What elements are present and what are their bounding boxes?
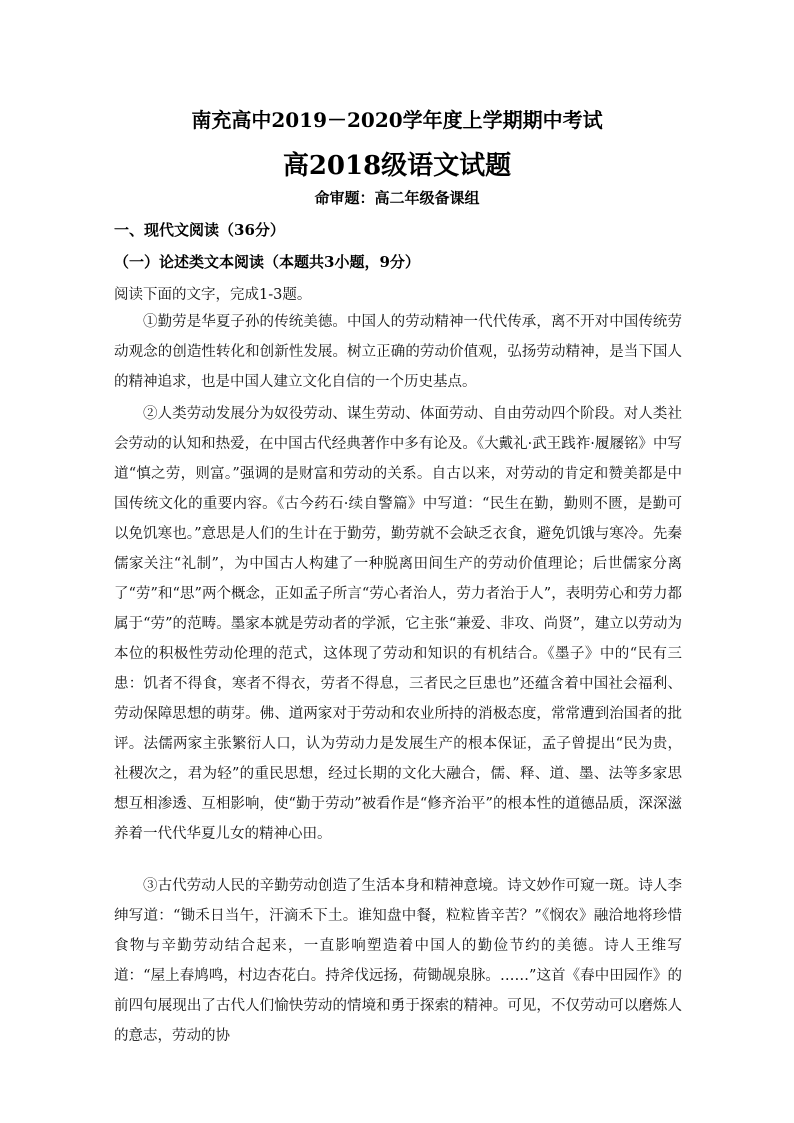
reading-instruction: 阅读下面的文字，完成1-3题。 (114, 287, 312, 303)
exam-title: 南充高中2019－2020学年度上学期期中考试 (191, 108, 603, 132)
subject-title: 高2018级语文试题 (282, 151, 512, 181)
paragraph-1: ①勤劳是华夏子孙的传统美德。中国人的劳动精神一代代传承，离不开对中国传统劳动观念的创造性转化和创新性发展。树立正确的劳动价值观，弘扬劳动精神，是当下国人的精神追求，也是中国人建立文化自信的一个历史基点。 (114, 314, 682, 390)
section-subheading: （一）论述类文本阅读（本题共3小题，9分） (114, 253, 420, 271)
setter-line: 命审题：高二年级备课组 (314, 189, 480, 207)
paragraph-3: ③古代劳动人民的辛勤劳动创造了生活本身和精神意境。诗文妙作可窥一斑。诗人李绅写道：“锄禾日当午，汗滴禾下土。谁知盘中餐，粒粒皆辛苦？”《悯农》融洽地将珍惜食物与辛勤劳动结合起来，一直影响塑造着中国人的勤俭节约的美德。诗人王维写道：“屋上春鸠鸣，村边杏花白。持斧伐远扬，荷锄觇泉脉。……”这首《春中田园作》的前四句展现出了古代人们愉快劳动的情境和勇于探索的精神。可见，不仅劳动可以磨炼人的意志，劳动的协 (114, 878, 682, 1044)
paragraph-2: ②人类劳动发展分为奴役劳动、谋生劳动、体面劳动、自由劳动四个阶段。对人类社会劳动的认知和热爱，在中国古代经典著作中多有论及。《大戴礼·武王践祚·履屦铭》中写道“慎之劳，则富。”强调的是财富和劳动的关系。自古以来，对劳动的肯定和赞美都是中国传统文化的重要内容。《古今药石·续自警篇》中写道：“民生在勤，勤则不匮，是勤可以免饥寒也。”意思是人们的生计在于勤劳，勤劳就不会缺乏衣食，避免饥饿与寒冷。先秦儒家关注“礼制”，为中国古人构建了一种脱离田间生产的劳动价值理论；后世儒家分离了“劳”和“思”两个概念，正如孟子所言“劳心者治人，劳力者治于人”，表明劳心和劳力都属于“劳”的范畴。墨家本就是劳动者的学派，它主张“兼爱、非攻、尚贤”，建立以劳动为本位的积极性劳动伦理的范式，这体现了劳动和知识的有机结合。《墨子》中的“民有三患：饥者不得食，寒者不得衣，劳者不得息，三者民之巨患也”还蕴含着中国社会福利、劳动保障思想的萌芽。佛、道两家对于劳动和农业所持的消极态度，常常遭到治国者的批评。法儒两家主张繁衍人口，认为劳动力是发展生产的根本保证，孟子曾提出“民为贵，社稷次之，君为轻”的重民思想，经过长期的文化大融合，儒、释、道、墨、法等多家思想互相渗透、互相影响，使“勤于劳动”被看作是“修齐治平”的根本性的道德品质，深深滋养着一代代华夏儿女的精神心田。 (114, 406, 682, 842)
section-heading: 一、现代文阅读（36分） (114, 221, 285, 239)
